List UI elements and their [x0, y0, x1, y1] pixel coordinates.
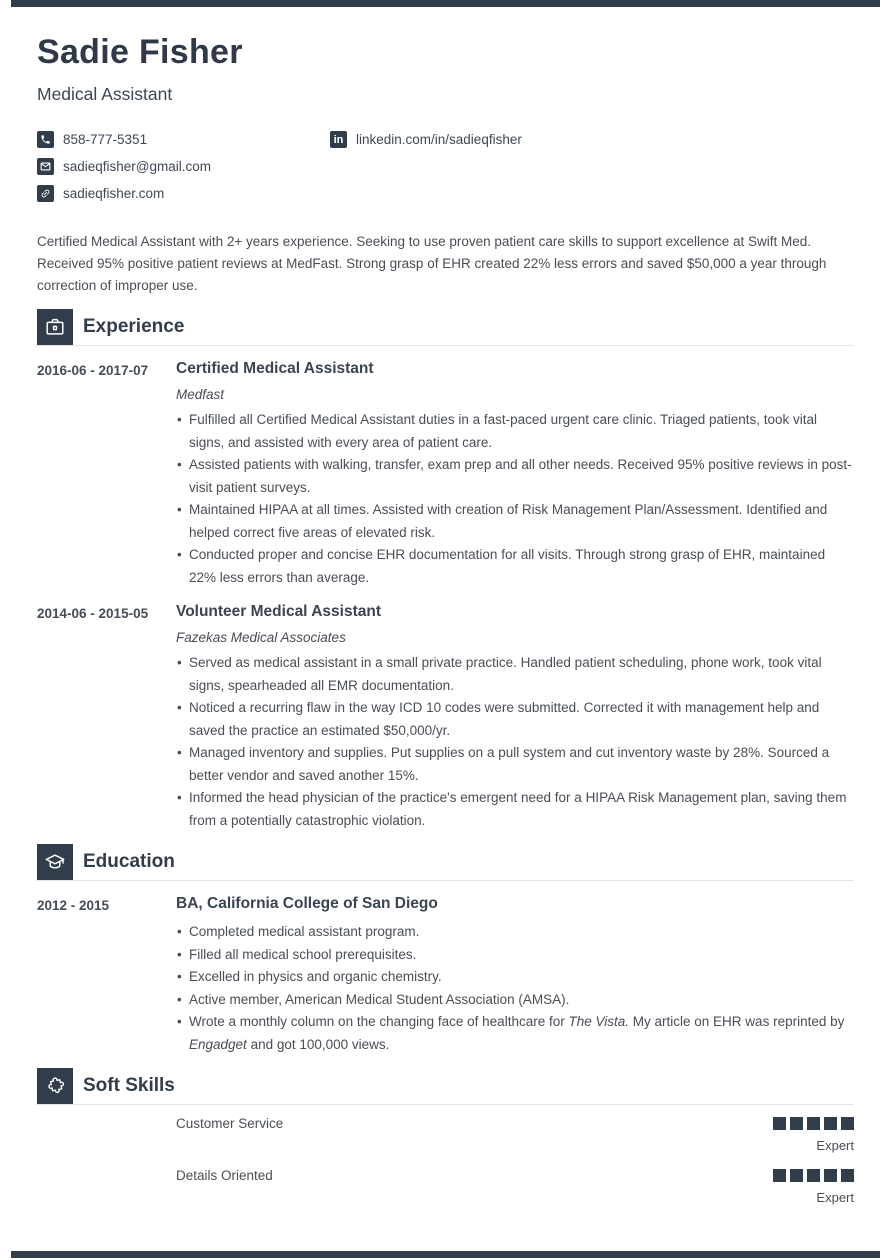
- job-bullet: • Managed inventory and supplies. Put supplies on a pull system and cut inventory waste by 28%. Sourced a better vendor and saved another 15%.: [176, 742, 854, 787]
- education-degree: BA, California College of San Diego: [176, 895, 438, 912]
- education-bullet: • Completed medical assistant program.: [176, 921, 854, 944]
- education-bullet-list: [176, 921, 854, 1056]
- job-bullet-list: [176, 409, 854, 589]
- job-details: [176, 602, 854, 832]
- rating-square: [841, 1169, 854, 1182]
- candidate-name: Sadie Fisher: [37, 33, 243, 71]
- skill-rating-squares: [773, 1117, 854, 1130]
- job-title: Volunteer Medical Assistant: [176, 603, 381, 620]
- rating-square: [807, 1117, 820, 1130]
- experience-section: [37, 309, 854, 832]
- puzzle-piece-icon: [37, 1068, 73, 1104]
- job-bullet: • Noticed a recurring flaw in the way ICD 10 codes were submitted. Corrected it with management help and saved the practice an estimated $50,000/yr.: [176, 697, 854, 742]
- publication-name: Engadget: [189, 1036, 247, 1052]
- skill-row-spacer: [37, 1116, 176, 1153]
- job-company: Medfast: [176, 387, 225, 402]
- soft-skills-section: [37, 1068, 854, 1205]
- publication-name: The Vista.: [568, 1014, 630, 1029]
- bullet-text: Wrote a monthly column on the changing face of healthcare for: [189, 1014, 569, 1029]
- skill-row: [37, 1168, 854, 1205]
- soft-skills-section-header: [37, 1068, 854, 1105]
- candidate-job-title: Medical Assistant: [37, 84, 173, 104]
- education-bullet-rich: [176, 1011, 854, 1056]
- contact-website: [37, 180, 330, 207]
- education-bullet: • Filled all medical school prerequisites.: [176, 944, 854, 967]
- education-section-title: Education: [83, 851, 175, 872]
- education-section-header: [37, 844, 854, 881]
- job-bullet-list: [176, 652, 854, 832]
- rating-square: [807, 1169, 820, 1182]
- rating-square: [824, 1117, 837, 1130]
- job-bullet: • Conducted proper and concise EHR documentation for all visits. Through strong grasp of EHR, maintained 22% less errors than average.: [176, 544, 854, 589]
- education-section: [37, 844, 854, 1056]
- contact-email: [37, 153, 330, 180]
- rating-square: [824, 1169, 837, 1182]
- rating-square: [773, 1117, 786, 1130]
- rating-square: [790, 1117, 803, 1130]
- skill-name: Details Oriented: [176, 1168, 273, 1183]
- rating-square: [773, 1169, 786, 1182]
- contact-column-left: [37, 126, 330, 207]
- experience-entry: [37, 602, 854, 832]
- education-entry: [37, 894, 854, 1056]
- professional-summary: Certified Medical Assistant with 2+ years experience. Seeking to use proven patient care skills to support excellence at Swift Med. Received 95% positive patient reviews at MedFast. Strong grasp of EHR created 22% less errors and saved $50,000 a year through correction of improper use.: [37, 234, 827, 293]
- email-value: sadieqfisher@gmail.com: [63, 159, 212, 174]
- job-dates: 2016-06 - 2017-07: [37, 363, 149, 378]
- education-details: [176, 894, 854, 1056]
- bottom-accent-bar: [11, 1251, 880, 1258]
- skill-level-label: Expert: [816, 1138, 854, 1153]
- job-details: [176, 359, 854, 589]
- linkedin-value: linkedin.com/in/sadieqfisher: [356, 132, 522, 147]
- website-value: sadieqfisher.com: [63, 186, 165, 201]
- rating-square: [841, 1117, 854, 1130]
- resume-content: [0, 33, 891, 1205]
- briefcase-icon: [37, 309, 73, 345]
- skill-details: [176, 1168, 854, 1205]
- skill-level-label: Expert: [816, 1190, 854, 1205]
- phone-icon: [37, 131, 54, 148]
- experience-section-title: Experience: [83, 316, 185, 337]
- job-bullet: • Maintained HIPAA at all times. Assisted with creation of Risk Management Plan/Assessment. Identified and helped correct five areas of elevated risk.: [176, 499, 854, 544]
- experience-entry: [37, 359, 854, 589]
- education-dates: 2012 - 2015: [37, 898, 110, 913]
- education-bullet: • Excelled in physics and organic chemistry.: [176, 966, 854, 989]
- job-bullet: • Served as medical assistant in a small private practice. Handled patient scheduling, phone work, took vital signs, spearheaded all EMR documentation.: [176, 652, 854, 697]
- experience-section-header: [37, 309, 854, 346]
- contact-phone: [37, 126, 330, 153]
- contact-linkedin: [330, 126, 854, 153]
- contact-column-right: [330, 126, 854, 207]
- soft-skills-section-title: Soft Skills: [83, 1075, 175, 1096]
- graduation-cap-icon: [37, 844, 73, 880]
- education-bullet: • Active member, American Medical Student Association (AMSA).: [176, 989, 854, 1012]
- linkedin-icon: in: [330, 131, 347, 148]
- job-bullet: • Fulfilled all Certified Medical Assistant duties in a fast-paced urgent care clinic. Triaged patients, took vital signs, and assisted with every area of patient care.: [176, 409, 854, 454]
- skill-row-spacer: [37, 1168, 176, 1205]
- skill-line: [176, 1168, 854, 1183]
- job-company: Fazekas Medical Associates: [176, 630, 346, 645]
- job-title: Certified Medical Assistant: [176, 360, 374, 377]
- job-dates: 2014-06 - 2015-05: [37, 606, 149, 621]
- bullet-text: My article on EHR was reprinted by: [629, 1014, 845, 1029]
- top-accent-bar: [11, 0, 880, 7]
- skill-line: [176, 1116, 854, 1131]
- skill-row: [37, 1116, 854, 1153]
- skill-details: [176, 1116, 854, 1153]
- envelope-icon: [37, 158, 54, 175]
- contact-info: [37, 126, 854, 207]
- job-bullet: • Assisted patients with walking, transfer, exam prep and all other needs. Received 95% positive reviews in post-visit patient surveys.: [176, 454, 854, 499]
- skill-name: Customer Service: [176, 1116, 284, 1131]
- bullet-text: and got 100,000 views.: [246, 1036, 390, 1052]
- link-icon: [37, 185, 54, 202]
- skill-rating-squares: [773, 1169, 854, 1182]
- phone-value: 858-777-5351: [63, 132, 148, 147]
- rating-square: [790, 1169, 803, 1182]
- job-bullet: • Informed the head physician of the practice's emergent need for a HIPAA Risk Management plan, saving them from a potentially catastrophic violation.: [176, 787, 854, 832]
